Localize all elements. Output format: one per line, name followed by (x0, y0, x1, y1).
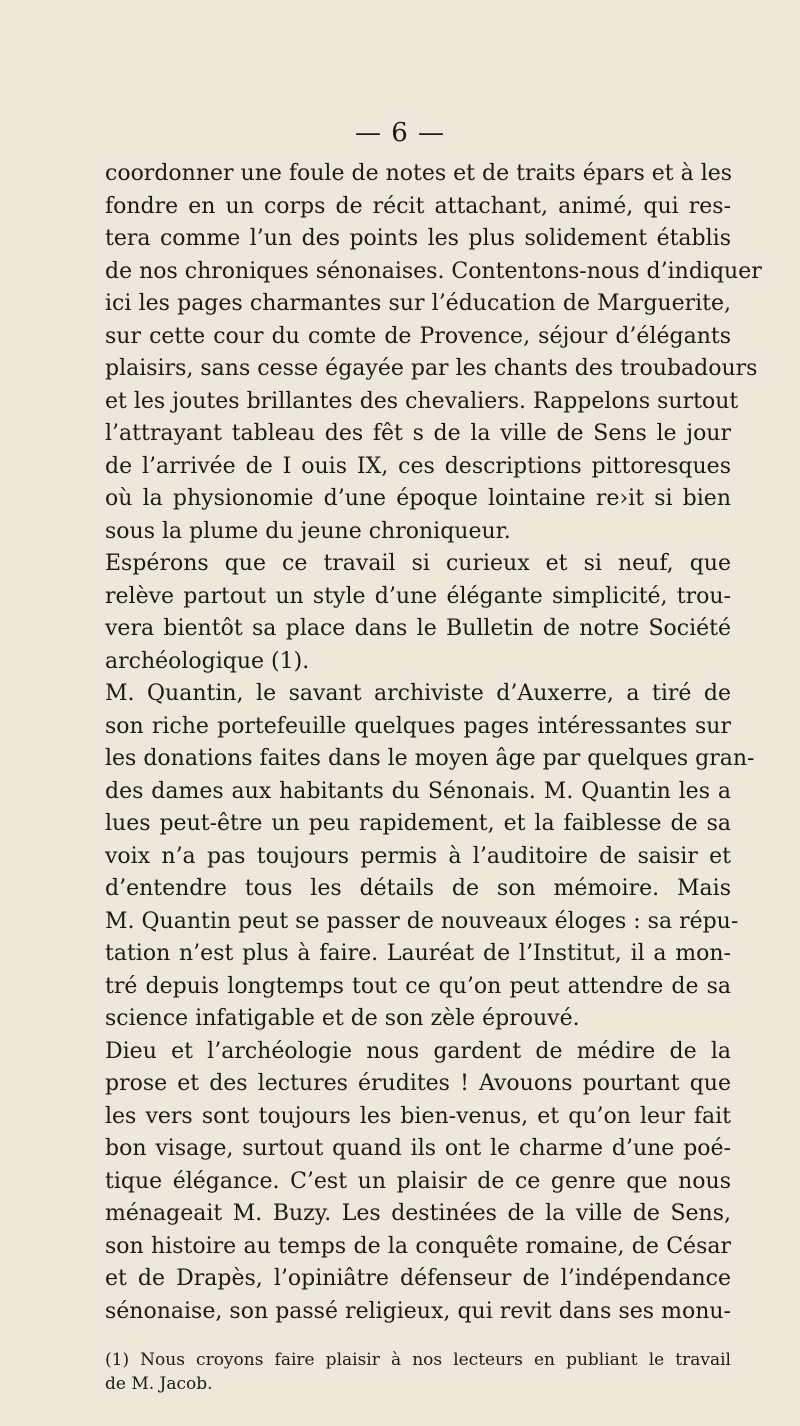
text-line: les donations faites dans le moyen âge par quelques gran- (105, 746, 755, 771)
text-line: les vers sont toujours les bien-venus, et qu’on leur fait (105, 1103, 731, 1129)
page-number: — 6 — (354, 118, 446, 148)
text-line: ici les pages charmantes sur l’éducation de Marguerite, (105, 291, 731, 316)
text-line: fondre en un corps de récit attachant, animé, qui res- (105, 193, 731, 219)
text-line: et de Drapès, l’opiniâtre défenseur de l’indépendance (105, 1266, 731, 1291)
text-line: tera comme l’un des points les plus solidement établis (105, 226, 731, 251)
text-line: tré depuis longtemps tout ce qu’on peut attendre de sa (105, 973, 731, 999)
text-line: d’entendre tous les détails de son mémoire. Mais (105, 876, 731, 901)
text-line: Espérons que ce travail si curieux et si neuf, que (105, 551, 731, 576)
text-line: vera bientôt sa place dans le Bulletin de notre Société (105, 616, 731, 641)
text-line: science infatigable et de son zèle éprouvé. (105, 1006, 580, 1031)
text-line: Dieu et l’archéologie nous gardent de médire de la (105, 1038, 731, 1064)
footnote-line: de M. Jacob. (105, 1374, 213, 1394)
footnote-line: (1) Nous croyons faire plaisir à nos lecteurs en publiant le travail (105, 1350, 731, 1370)
text-line: et les joutes brillantes des chevaliers. Rappelons surtout (105, 388, 739, 414)
text-line: archéologique (1). (105, 648, 310, 674)
text-line: prose et des lectures érudites ! Avouons pourtant que (105, 1071, 731, 1096)
footnote (105, 1348, 731, 1396)
text-line: tation n’est plus à faire. Lauréat de l’Institut, il a mon- (105, 941, 731, 966)
text-line: tique élégance. C’est un plaisir de ce genre que nous (105, 1168, 731, 1194)
text-line: plaisirs, sans cesse égayée par les chants des troubadours (105, 356, 758, 381)
text-line: de l’arrivée de I ouis IX, ces descriptions pittoresques (105, 453, 731, 479)
body-text (105, 158, 762, 1328)
text-line: voix n’a pas toujours permis à l’auditoire de saisir et (105, 843, 731, 869)
text-line: sous la plume du jeune chroniqueur. (105, 518, 511, 544)
text-line: de nos chroniques sénonaises. Contentons-nous d’indiquer (105, 258, 762, 284)
text-line: lues peut-être un peu rapidement, et la faiblesse de sa (105, 811, 731, 836)
text-line: où la physionomie d’une époque lointaine re›it si bien (105, 486, 731, 511)
text-line: ménageait M. Buzy. Les destinées de la ville de Sens, (105, 1201, 731, 1226)
text-line: son histoire au temps de la conquête romaine, de César (105, 1233, 731, 1259)
text-line: des dames aux habitants du Sénonais. M. Quantin les a (105, 778, 731, 804)
text-line: sénonaise, son passé religieux, qui revit dans ses monu- (105, 1298, 731, 1324)
text-line: coordonner une foule de notes et de traits épars et à les (105, 161, 733, 186)
text-line: bon visage, surtout quand ils ont le charme d’une poé- (105, 1136, 731, 1161)
text-line: M. Quantin peut se passer de nouveaux éloges : sa répu- (105, 908, 739, 934)
text-line: son riche portefeuille quelques pages intéressantes sur (105, 713, 731, 739)
text-line: sur cette cour du comte de Provence, séjour d’élégants (105, 323, 731, 349)
text-line: relève partout un style d’une élégante simplicité, trou- (105, 583, 731, 609)
text-line: M. Quantin, le savant archiviste d’Auxerre, a tiré de (105, 681, 731, 706)
text-line: l’attrayant tableau des fêt s de la ville de Sens le jour (105, 421, 731, 446)
